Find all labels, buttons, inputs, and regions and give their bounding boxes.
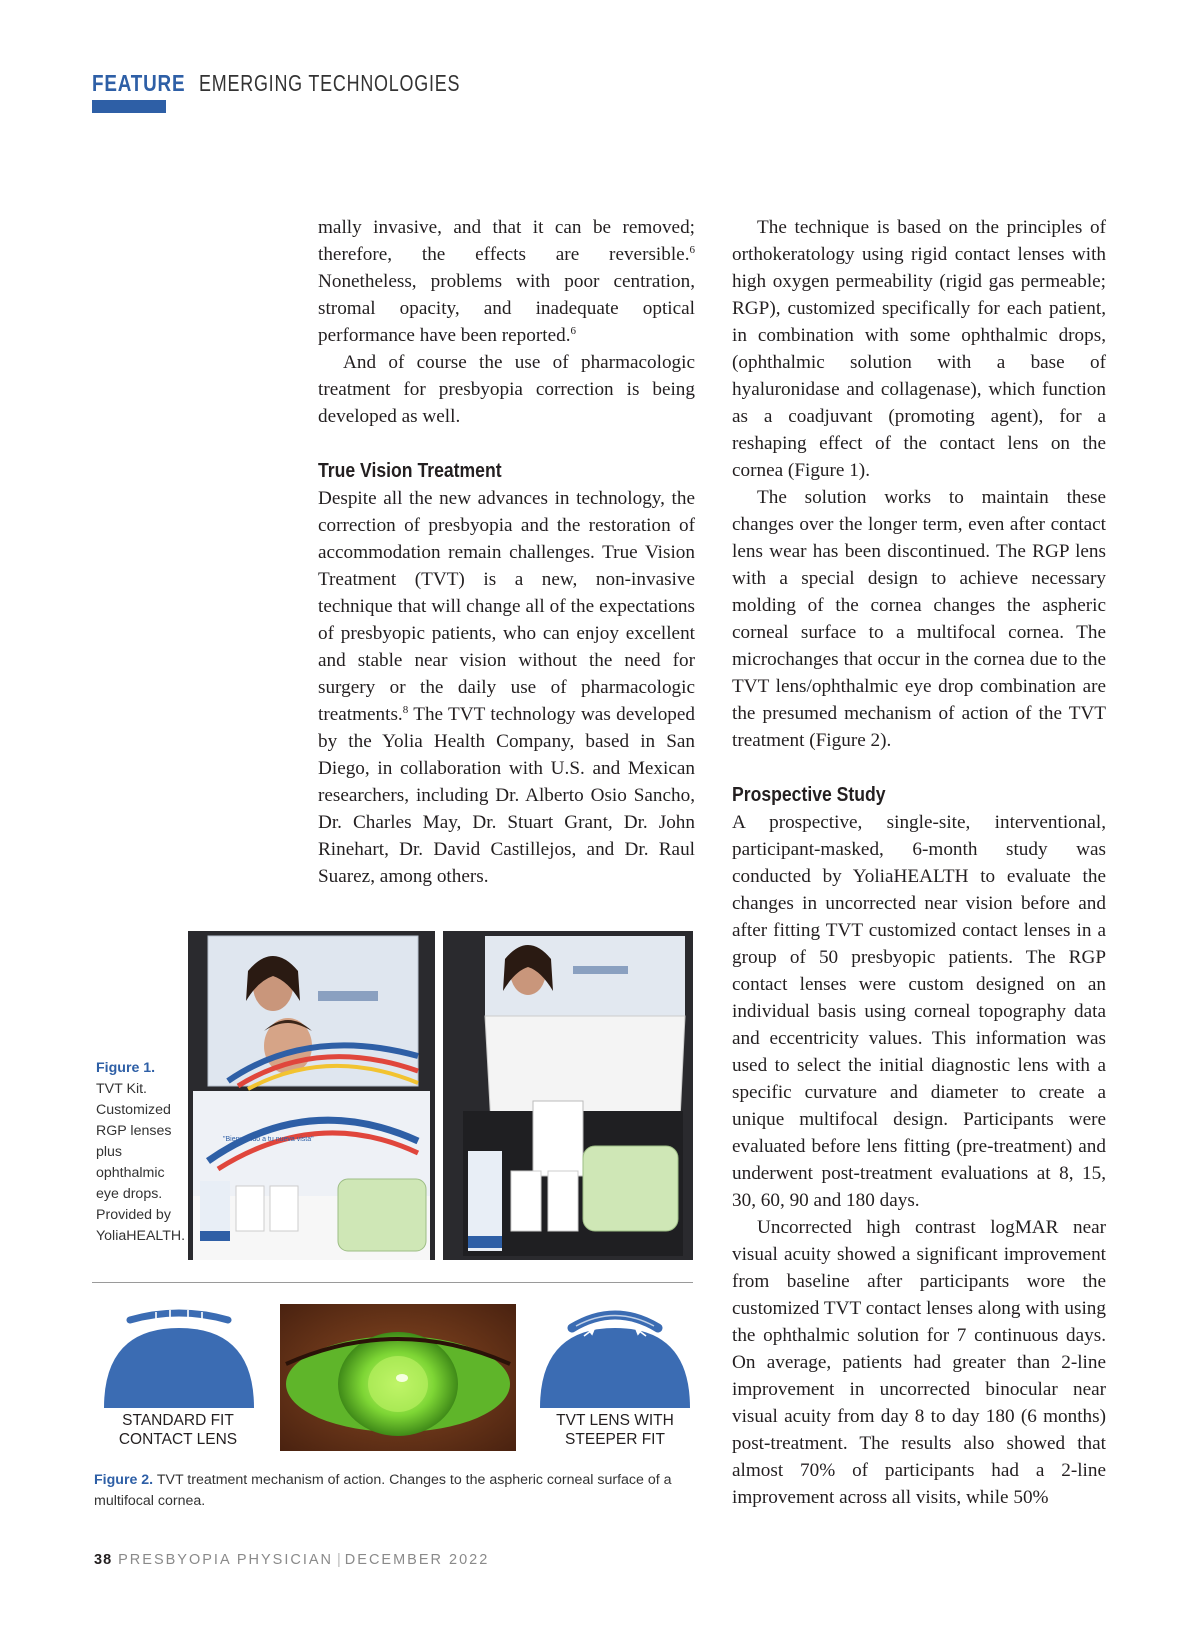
label-line: TVT LENS WITH [556, 1412, 674, 1429]
figure-divider [92, 1282, 693, 1283]
tvt-kit-box-illustration [188, 931, 435, 1260]
header-topic: EMERGING TECHNOLOGIES [199, 70, 461, 96]
article-column-left [318, 214, 695, 890]
paragraph: The technique is based on the principles of orthokeratology using rigid contact lenses with high oxygen permeability (rigid gas permeable; RGP), customized specifically for each patient, in combination with some ophthalmic drops, (ophthalmic solution with a base of hyaluronidase and collagenase), which function as a coadjuvant (promoting agent), for a reshaping effect of the contact lens on the cornea (Figure 1). [732, 217, 1106, 481]
figure1-label: Figure 1. [96, 1060, 156, 1076]
standard-fit-label [98, 1411, 258, 1449]
text: The TVT technology was developed by the Yolia Health Company, based in San Diego, in collaboration with U.S. and Mexican researchers, including Dr. Alberto Osio Sancho, Dr. Charles May, Dr. Stuart Grant, Dr. John Rinehart, Dr. David Castillejos, and Dr. Raul Suarez, among others. [318, 704, 695, 887]
paragraph [318, 485, 695, 890]
figure2-label: Figure 2. [94, 1472, 154, 1488]
section-heading: Prospective Study [732, 784, 886, 806]
standard-fit-diagram [100, 1308, 258, 1408]
article-column-right [732, 214, 1106, 1511]
figure1-photo-right [443, 931, 693, 1260]
cornea-tvt-steeper-fit-icon [536, 1308, 694, 1408]
header-feature: FEATURE [92, 70, 186, 96]
box-slogan: "Bienvenido a tu nueva vista" [223, 1136, 314, 1143]
paragraph: A prospective, single-site, interventional, participant-masked, 6-month study was conducted by YoliaHEALTH to evaluate the changes in uncorrected near vision before and after fitting TVT customized contact lenses in a group of 50 presbyopic patients. The RGP contact lenses were custom designed on an individual basis using corneal topography data and eccentricity values. This information was used to select the initial diagnostic lens with a specific curvature and diameter to create a unique multifocal design. Participants were evaluated before lens fitting (pre-treatment) and underwent post-treatment evaluations at 8, 15, 30, 60, 90 and 180 days. [732, 812, 1106, 1211]
figure1-caption-text: TVT Kit. Customized RGP lenses plus ophthalmic eye drops. Provided by YoliaHEALTH. [96, 1081, 186, 1244]
page-footer [94, 1552, 489, 1568]
figure2-caption [94, 1470, 694, 1512]
eye-fluorescein-illustration [280, 1304, 516, 1451]
publication-name: PRESBYOPIA PHYSICIAN [118, 1552, 334, 1568]
paragraph: The solution works to maintain these changes over the longer term, even after contact lens wear has been discontinued. The RGP lens with a special design to achieve necessary molding of the cornea changes the aspheric corneal surface to a multifocal cornea. The microchanges that occur in the cornea due to the TVT lens/ophthalmic eye drop combination are the presumed mechanism of action of the TVT treatment (Figure 2). [732, 487, 1106, 751]
tvt-steeper-fit-diagram [536, 1308, 694, 1408]
citation-ref: 6 [689, 244, 695, 256]
tvt-kit-open-box-illustration [443, 931, 693, 1260]
paragraph [318, 214, 695, 349]
citation-ref: 6 [570, 325, 576, 337]
paragraph: And of course the use of pharmacologic treatment for presbyopia correction is being developed as well. [318, 352, 695, 427]
text: mally invasive, and that it can be removed; therefore, the effects are reversible. [318, 217, 695, 265]
header-accent-bar [92, 100, 166, 113]
section-heading: True Vision Treatment [318, 460, 502, 482]
label-line: CONTACT LENS [118, 1431, 238, 1448]
figure1-caption [96, 1058, 186, 1247]
paragraph: Uncorrected high contrast logMAR near visual acuity showed a significant improvement from baseline after participants wore the customized TVT contact lenses along with using the ophthalmic solution for 7 continuous days. On average, patients had greater than 2-line improvement in uncorrected binocular near visual acuity from day 8 to day 180 (6 months) post-treatment. The results also showed that almost 70% of participants had a 2-line improvement across all visits, while 50% [732, 1217, 1106, 1508]
cornea-standard-fit-icon [100, 1308, 258, 1408]
label-line: STEEPER FIT [565, 1431, 665, 1448]
text: Nonetheless, problems with poor centration, stromal opacity, and inadequate optical performance have been reported. [318, 271, 695, 346]
figure2-caption-text: TVT treatment mechanism of action. Changes to the aspheric corneal surface of a multifocal cornea. [94, 1472, 672, 1509]
section-header [92, 70, 534, 113]
tvt-steeper-fit-label [530, 1411, 700, 1449]
page-number: 38 [94, 1552, 113, 1568]
issue-date: DECEMBER 2022 [344, 1552, 490, 1568]
text: Despite all the new advances in technology, the correction of presbyopia and the restoration of accommodation remain challenges. True Vision Treatment (TVT) is a new, non-invasive technique that will change all of the expectations of presbyopic patients, who can enjoy excellent and stable near vision without the need for surgery or the daily use of pharmacologic treatments. [318, 488, 695, 725]
fluorescein-eye-photo [280, 1304, 516, 1451]
citation-ref: 8 [402, 704, 409, 716]
label-line: STANDARD FIT [122, 1412, 234, 1429]
header-row [92, 70, 534, 97]
footer-separator: | [337, 1552, 341, 1568]
figure1-photo-left [188, 931, 435, 1260]
